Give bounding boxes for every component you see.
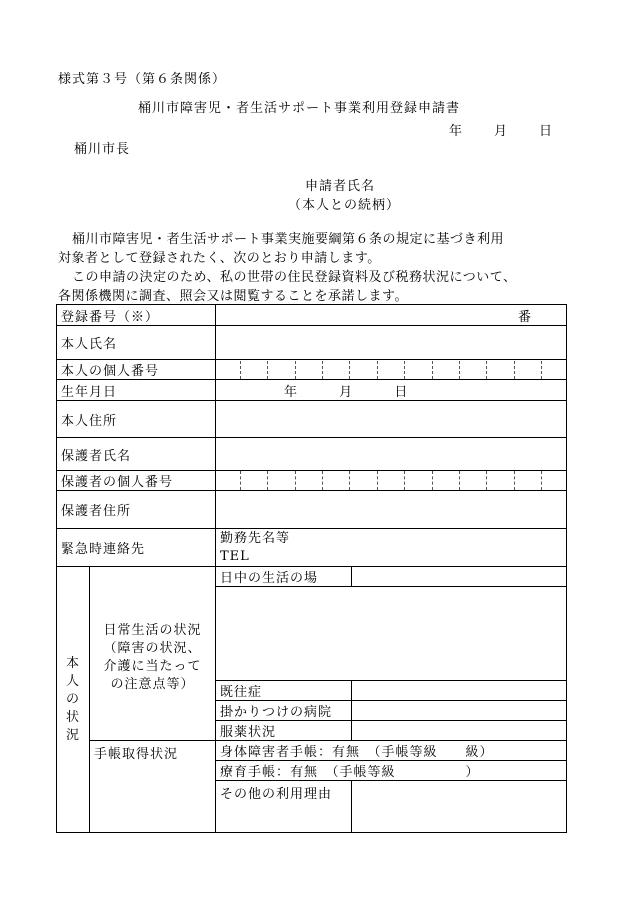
- handbook-label: 手帳取得状況: [90, 741, 216, 833]
- reg-no-label: 登録番号（※）: [57, 305, 216, 326]
- table-row: [57, 305, 567, 326]
- daily-life-line: 介護に当たって: [103, 658, 202, 674]
- section-char: の: [65, 691, 80, 707]
- guardian-address-field[interactable]: [216, 491, 567, 529]
- person-id-label: 本人の個人番号: [57, 360, 216, 380]
- daily-life-field[interactable]: [216, 587, 567, 681]
- medical-history-label: 既往症: [216, 681, 352, 701]
- registration-table: [56, 304, 567, 833]
- other-reason-label: その他の利用理由: [216, 781, 352, 833]
- applicant-relation-label: （本人との続柄）: [288, 198, 401, 213]
- table-row: [57, 529, 567, 567]
- table-row: [57, 360, 567, 380]
- table-row: [57, 741, 567, 761]
- person-id-field[interactable]: [216, 360, 567, 380]
- table-row: [57, 491, 567, 529]
- daily-life-line: の注意点等）: [110, 676, 195, 692]
- birth-year-label: 年: [284, 384, 299, 400]
- date-day-label: 日: [539, 124, 554, 139]
- medication-field[interactable]: [352, 721, 567, 741]
- birth-day-label: 日: [394, 384, 409, 400]
- birth-label: 生年月日: [57, 380, 216, 401]
- date-month-label: 月: [494, 124, 509, 139]
- daytime-place-label: 日中の生活の場: [216, 567, 352, 587]
- medication-label: 服薬状況: [216, 721, 352, 741]
- daily-life-line: 日常生活の状況: [103, 622, 202, 638]
- reg-no-field[interactable]: [216, 305, 567, 326]
- reg-no-suffix: 番: [517, 309, 532, 325]
- table-row: [57, 438, 567, 471]
- para2-line2: 各関係機関に調査、照会又は閲覧することを承諾します。: [58, 289, 408, 304]
- section-char: 況: [65, 727, 80, 743]
- person-address-field[interactable]: [216, 401, 567, 438]
- person-address-label: 本人住所: [57, 401, 216, 438]
- table-row: [57, 401, 567, 438]
- section-char: 状: [65, 709, 80, 725]
- table-row: [57, 380, 567, 401]
- guardian-id-field[interactable]: [216, 471, 567, 491]
- birth-month-label: 月: [339, 384, 354, 400]
- daily-life-line: （障害の状況、: [103, 640, 202, 656]
- table-row: [57, 567, 567, 587]
- guardian-name-field[interactable]: [216, 438, 567, 471]
- other-reason-field[interactable]: [352, 781, 567, 833]
- daily-life-label: [90, 567, 216, 741]
- table-row: [57, 471, 567, 491]
- guardian-id-label: 保護者の個人番号: [57, 471, 216, 491]
- para1-line1: 桶川市障害児・者生活サポート事業実施要綱第６条の規定に基づき利用: [72, 232, 505, 247]
- id-digit-boxes: [216, 361, 566, 379]
- medical-history-field[interactable]: [352, 681, 567, 701]
- applicant-name-label: 申請者氏名: [305, 179, 376, 194]
- hospital-field[interactable]: [352, 701, 567, 721]
- person-name-field[interactable]: [216, 326, 567, 360]
- guardian-address-label: 保護者住所: [57, 491, 216, 529]
- guardian-name-label: 保護者氏名: [57, 438, 216, 471]
- table-row: [57, 326, 567, 360]
- emergency-field[interactable]: [216, 529, 567, 567]
- para2-line1: この申請の決定のため、私の世帯の住民登録資料及び税務状況について、: [72, 270, 517, 285]
- person-name-label: 本人氏名: [57, 326, 216, 360]
- addressee: 桶川市長: [74, 142, 131, 157]
- id-digit-boxes: [216, 471, 566, 490]
- section-char: 本: [65, 655, 80, 671]
- hospital-label: 掛かりつけの病院: [216, 701, 352, 721]
- form-title: 桶川市障害児・者生活サポート事業利用登録申請書: [138, 101, 461, 116]
- emergency-label: 緊急時連絡先: [57, 529, 216, 567]
- form-number: 様式第３号（第６条関係）: [58, 72, 227, 87]
- daytime-place-field[interactable]: [352, 567, 567, 587]
- section-char: 人: [65, 673, 80, 689]
- tel-label: TEL: [220, 548, 250, 564]
- handbook-rehab[interactable]: 療育手帳：有無 （手帳等級 ）: [216, 761, 567, 781]
- birth-field[interactable]: [216, 380, 567, 401]
- person-status-section: [57, 567, 90, 833]
- date-year-label: 年: [449, 124, 464, 139]
- workplace-label: 勤務先名等: [220, 530, 291, 546]
- consent-text: [58, 230, 588, 306]
- para1-line2: 対象者として登録されたく、次のとおり申請します。: [58, 251, 381, 266]
- handbook-physical[interactable]: 身体障害者手帳：有無 （手帳等級 級）: [216, 741, 567, 761]
